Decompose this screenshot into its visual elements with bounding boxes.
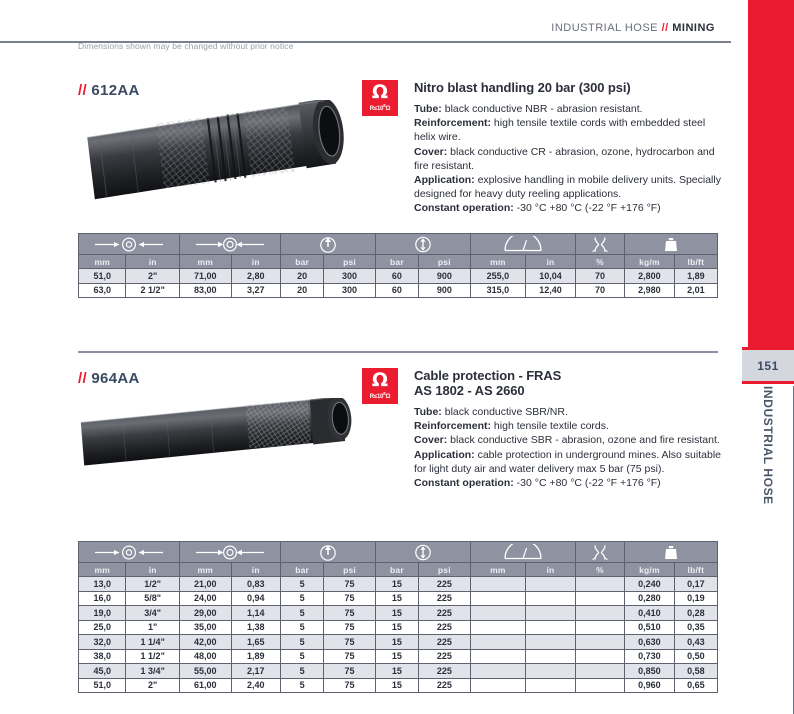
table-cell bbox=[470, 649, 526, 664]
table-row bbox=[79, 577, 718, 592]
outer-diameter-icon bbox=[179, 234, 280, 255]
table-cell bbox=[575, 620, 624, 635]
table-cell bbox=[526, 577, 575, 592]
spec-tube: Tube: black conductive NBR - abrasion resistant. bbox=[414, 103, 643, 115]
code-slashes: // bbox=[78, 370, 87, 387]
table-cell: 2,980 bbox=[625, 283, 674, 298]
table-cell: 45,0 bbox=[79, 664, 126, 679]
code-slashes: // bbox=[78, 82, 87, 99]
table-row bbox=[79, 269, 718, 284]
table-cell: 1 3/4" bbox=[126, 664, 180, 679]
conductivity-badge-964AA bbox=[362, 368, 398, 404]
column-header-mm: mm bbox=[470, 255, 526, 269]
table-cell bbox=[470, 591, 526, 606]
table-cell: 16,0 bbox=[79, 591, 126, 606]
table-cell: 19,0 bbox=[79, 606, 126, 621]
column-header-%: % bbox=[575, 563, 624, 577]
working-pressure-icon bbox=[280, 234, 375, 255]
resistivity-label: $R\le 10^6\Omega$ bbox=[369, 391, 391, 400]
table-cell: 1,38 bbox=[231, 620, 280, 635]
table-cell bbox=[526, 635, 575, 650]
table-cell: 5/8" bbox=[126, 591, 180, 606]
table-cell bbox=[526, 591, 575, 606]
table-cell: 2 1/2" bbox=[126, 283, 180, 298]
table-cell: 300 bbox=[324, 283, 376, 298]
table-cell: 225 bbox=[419, 606, 471, 621]
breadcrumb-category: INDUSTRIAL HOSE bbox=[551, 22, 659, 34]
column-header-psi: psi bbox=[324, 563, 376, 577]
conductivity-badge-612AA bbox=[362, 80, 398, 116]
table-cell: 3/4" bbox=[126, 606, 180, 621]
spec-reinforcement: Reinforcement: high tensile textile cords. bbox=[414, 420, 609, 433]
spec-reinforcement: Reinforcement: high tensile textile cords with embedded steel helix wire. bbox=[414, 117, 706, 144]
column-header-mm: mm bbox=[470, 563, 526, 577]
table-cell: 32,0 bbox=[79, 635, 126, 650]
table-cell: 71,00 bbox=[179, 269, 231, 284]
column-header-lb-per-ft: lb/ft bbox=[674, 563, 717, 577]
table-cell: 2,17 bbox=[231, 664, 280, 679]
spec-constant-operation: Constant operation: -30 °C +80 °C (-22 °F +176 °F) bbox=[414, 202, 661, 215]
table-cell: 0,58 bbox=[674, 664, 717, 679]
spec-table-964AA bbox=[78, 541, 718, 693]
bend-radius-icon bbox=[470, 234, 575, 255]
working-pressure-icon bbox=[280, 542, 375, 563]
table-cell: 21,00 bbox=[179, 577, 231, 592]
table-row bbox=[79, 678, 718, 693]
column-header-psi: psi bbox=[419, 255, 471, 269]
table-cell: 48,00 bbox=[179, 649, 231, 664]
column-header-kg-per-m: kg/m bbox=[625, 563, 674, 577]
table-cell bbox=[526, 649, 575, 664]
table-cell: 20 bbox=[280, 269, 323, 284]
table-cell: 5 bbox=[280, 635, 323, 650]
table-cell: 1 1/2" bbox=[126, 649, 180, 664]
table-cell: 0,850 bbox=[625, 664, 674, 679]
table-cell bbox=[526, 606, 575, 621]
table-cell bbox=[470, 664, 526, 679]
inner-diameter-icon bbox=[79, 234, 180, 255]
table-cell: 1,65 bbox=[231, 635, 280, 650]
table-cell: 255,0 bbox=[470, 269, 526, 284]
table-cell: 225 bbox=[419, 591, 471, 606]
breadcrumb-section: MINING bbox=[672, 22, 715, 34]
spec-cover: Cover: black conductive SBR - abrasion, ozone and fire resistant. bbox=[414, 434, 720, 447]
red-accent-bar bbox=[748, 0, 794, 355]
weight-icon bbox=[625, 542, 718, 563]
table-cell: 3,27 bbox=[231, 283, 280, 298]
table-header-icon-row bbox=[79, 234, 718, 255]
column-header-bar: bar bbox=[280, 563, 323, 577]
table-header-unit-row bbox=[79, 255, 718, 269]
table-cell: 900 bbox=[419, 269, 471, 284]
table-cell: 1,14 bbox=[231, 606, 280, 621]
product-code-964AA bbox=[78, 370, 140, 387]
table-cell bbox=[575, 577, 624, 592]
column-header-bar: bar bbox=[280, 255, 323, 269]
column-header-in: in bbox=[231, 563, 280, 577]
table-cell: 29,00 bbox=[179, 606, 231, 621]
column-header-mm: mm bbox=[79, 563, 126, 577]
table-cell: 42,00 bbox=[179, 635, 231, 650]
table-cell: 83,00 bbox=[179, 283, 231, 298]
table-cell: 2" bbox=[126, 269, 180, 284]
table-cell: 75 bbox=[324, 591, 376, 606]
title-line-1: Cable protection - FRAS bbox=[414, 368, 562, 383]
table-cell: 24,00 bbox=[179, 591, 231, 606]
table-cell: 1 1/4" bbox=[126, 635, 180, 650]
table-cell: 15 bbox=[375, 635, 418, 650]
table-cell bbox=[526, 678, 575, 693]
table-cell: 225 bbox=[419, 664, 471, 679]
breadcrumb-separator: // bbox=[661, 22, 669, 34]
table-cell: 75 bbox=[324, 577, 376, 592]
table-cell: 2" bbox=[126, 678, 180, 693]
table-row bbox=[79, 649, 718, 664]
table-cell: 0,19 bbox=[674, 591, 717, 606]
column-header-mm: mm bbox=[79, 255, 126, 269]
table-cell: 25,0 bbox=[79, 620, 126, 635]
table-cell: 2,01 bbox=[674, 283, 717, 298]
table-header-unit-row bbox=[79, 563, 718, 577]
table-cell: 75 bbox=[324, 606, 376, 621]
table-cell: 75 bbox=[324, 678, 376, 693]
table-cell bbox=[526, 664, 575, 679]
table-cell: 315,0 bbox=[470, 283, 526, 298]
table-cell: 5 bbox=[280, 606, 323, 621]
table-cell: 70 bbox=[575, 283, 624, 298]
table-row bbox=[79, 664, 718, 679]
table-cell: 75 bbox=[324, 620, 376, 635]
table-cell: 5 bbox=[280, 591, 323, 606]
spec-cover: Cover: black conductive CR - abrasion, ozone, hydrocarbon and fire resistant. bbox=[414, 145, 715, 172]
code-text: 964AA bbox=[91, 370, 140, 387]
table-cell: 0,83 bbox=[231, 577, 280, 592]
disclaimer-text: Dimensions shown may be changed without prior notice bbox=[78, 41, 294, 51]
spec-application: Application: explosive handling in mobile delivery units. Specially designed for heavy duty reeling applications. bbox=[414, 174, 721, 201]
column-header-in: in bbox=[526, 255, 575, 269]
spec-constant-operation: Constant operation: -30 °C +80 °C (-22 °F +176 °F) bbox=[414, 477, 661, 490]
section-vertical-label-text: INDUSTRIAL HOSE bbox=[761, 386, 775, 505]
table-cell: 0,280 bbox=[625, 591, 674, 606]
spec-table-612AA bbox=[78, 233, 718, 298]
table-cell: 5 bbox=[280, 620, 323, 635]
table-header-icon-row bbox=[79, 542, 718, 563]
table-cell: 15 bbox=[375, 678, 418, 693]
table-cell: 225 bbox=[419, 577, 471, 592]
table-cell: 15 bbox=[375, 577, 418, 592]
table-cell: 0,630 bbox=[625, 635, 674, 650]
vacuum-icon bbox=[575, 234, 624, 255]
table-cell: 15 bbox=[375, 620, 418, 635]
table-cell: 51,0 bbox=[79, 269, 126, 284]
table-cell: 51,0 bbox=[79, 678, 126, 693]
table-cell: 75 bbox=[324, 664, 376, 679]
table-cell bbox=[575, 678, 624, 693]
omega-icon: Ω bbox=[371, 369, 389, 391]
page-number: 151 bbox=[742, 347, 794, 384]
table-cell bbox=[575, 635, 624, 650]
title-line-2: AS 1802 - AS 2660 bbox=[414, 383, 525, 398]
breadcrumb bbox=[551, 22, 715, 34]
table-cell: 1/2" bbox=[126, 577, 180, 592]
table-cell: 75 bbox=[324, 635, 376, 650]
bend-radius-icon bbox=[470, 542, 575, 563]
table-cell: 300 bbox=[324, 269, 376, 284]
table-cell: 60 bbox=[375, 269, 418, 284]
table-cell: 38,0 bbox=[79, 649, 126, 664]
hose-photo-612AA bbox=[72, 100, 362, 205]
right-page-tab bbox=[737, 0, 794, 714]
table-cell: 0,510 bbox=[625, 620, 674, 635]
table-cell: 5 bbox=[280, 649, 323, 664]
vacuum-icon bbox=[575, 542, 624, 563]
table-cell: 60 bbox=[375, 283, 418, 298]
spec-application: Application: cable protection in underground mines. Also suitable for light duty air and water delivery max 5 bar (75 psi). bbox=[414, 448, 721, 475]
table-cell bbox=[575, 591, 624, 606]
table-cell bbox=[526, 620, 575, 635]
table-row bbox=[79, 591, 718, 606]
outer-diameter-icon bbox=[179, 542, 280, 563]
table-cell: 2,80 bbox=[231, 269, 280, 284]
table-cell bbox=[470, 678, 526, 693]
column-header-%: % bbox=[575, 255, 624, 269]
table-cell bbox=[575, 606, 624, 621]
table-row bbox=[79, 283, 718, 298]
spec-tube: Tube: black conductive SBR/NR. bbox=[414, 406, 568, 418]
section-divider bbox=[78, 351, 718, 353]
table-cell: 35,00 bbox=[179, 620, 231, 635]
hose-photo-964AA bbox=[72, 398, 362, 466]
product-title-964AA bbox=[414, 368, 726, 398]
table-cell bbox=[575, 664, 624, 679]
table-cell: 55,00 bbox=[179, 664, 231, 679]
table-row bbox=[79, 620, 718, 635]
column-header-mm: mm bbox=[179, 255, 231, 269]
table-cell: 0,65 bbox=[674, 678, 717, 693]
column-header-bar: bar bbox=[375, 563, 418, 577]
table-cell: 13,0 bbox=[79, 577, 126, 592]
column-header-lb-per-ft: lb/ft bbox=[674, 255, 717, 269]
omega-icon: Ω bbox=[371, 81, 389, 103]
table-cell: 0,410 bbox=[625, 606, 674, 621]
table-cell: 15 bbox=[375, 591, 418, 606]
table-cell: 1,89 bbox=[231, 649, 280, 664]
table-cell: 75 bbox=[324, 649, 376, 664]
table-cell: 70 bbox=[575, 269, 624, 284]
column-header-in: in bbox=[126, 255, 180, 269]
table-row bbox=[79, 606, 718, 621]
table-cell: 5 bbox=[280, 678, 323, 693]
column-header-psi: psi bbox=[324, 255, 376, 269]
table-cell: 10,04 bbox=[526, 269, 575, 284]
table-cell: 0,17 bbox=[674, 577, 717, 592]
table-cell: 0,240 bbox=[625, 577, 674, 592]
product-description-964AA bbox=[414, 368, 726, 490]
table-row bbox=[79, 635, 718, 650]
table-cell: 225 bbox=[419, 620, 471, 635]
column-header-in: in bbox=[126, 563, 180, 577]
product-code-612AA bbox=[78, 82, 140, 99]
table-cell: 0,50 bbox=[674, 649, 717, 664]
table-cell: 0,43 bbox=[674, 635, 717, 650]
column-header-in: in bbox=[231, 255, 280, 269]
table-cell: 0,94 bbox=[231, 591, 280, 606]
table-cell: 15 bbox=[375, 606, 418, 621]
table-cell: 225 bbox=[419, 678, 471, 693]
table-cell: 61,00 bbox=[179, 678, 231, 693]
table-cell: 5 bbox=[280, 577, 323, 592]
table-cell bbox=[470, 635, 526, 650]
table-cell: 0,35 bbox=[674, 620, 717, 635]
table-cell: 225 bbox=[419, 649, 471, 664]
table-cell: 15 bbox=[375, 664, 418, 679]
resistivity-label: $R\le 10^6\Omega$ bbox=[369, 103, 391, 112]
table-cell: 20 bbox=[280, 283, 323, 298]
table-cell: 2,40 bbox=[231, 678, 280, 693]
table-cell bbox=[470, 620, 526, 635]
table-cell: 225 bbox=[419, 635, 471, 650]
table-cell: 900 bbox=[419, 283, 471, 298]
table-cell bbox=[470, 606, 526, 621]
table-cell bbox=[575, 649, 624, 664]
inner-diameter-icon bbox=[79, 542, 180, 563]
burst-pressure-icon bbox=[375, 234, 470, 255]
product-title-612AA: Nitro blast handling 20 bar (300 psi) bbox=[414, 80, 631, 95]
column-header-kg-per-m: kg/m bbox=[625, 255, 674, 269]
burst-pressure-icon bbox=[375, 542, 470, 563]
table-cell: 12,40 bbox=[526, 283, 575, 298]
column-header-psi: psi bbox=[419, 563, 471, 577]
table-cell: 63,0 bbox=[79, 283, 126, 298]
table-cell: 0,28 bbox=[674, 606, 717, 621]
column-header-bar: bar bbox=[375, 255, 418, 269]
column-header-mm: mm bbox=[179, 563, 231, 577]
table-cell: 15 bbox=[375, 649, 418, 664]
product-description-612AA bbox=[414, 80, 726, 216]
table-cell: 0,960 bbox=[625, 678, 674, 693]
table-cell: 1" bbox=[126, 620, 180, 635]
code-text: 612AA bbox=[91, 82, 140, 99]
table-cell: 0,730 bbox=[625, 649, 674, 664]
weight-icon bbox=[625, 234, 718, 255]
section-vertical-label bbox=[742, 386, 794, 686]
table-cell: 2,800 bbox=[625, 269, 674, 284]
table-cell: 5 bbox=[280, 664, 323, 679]
table-cell bbox=[470, 577, 526, 592]
column-header-in: in bbox=[526, 563, 575, 577]
table-cell: 1,89 bbox=[674, 269, 717, 284]
